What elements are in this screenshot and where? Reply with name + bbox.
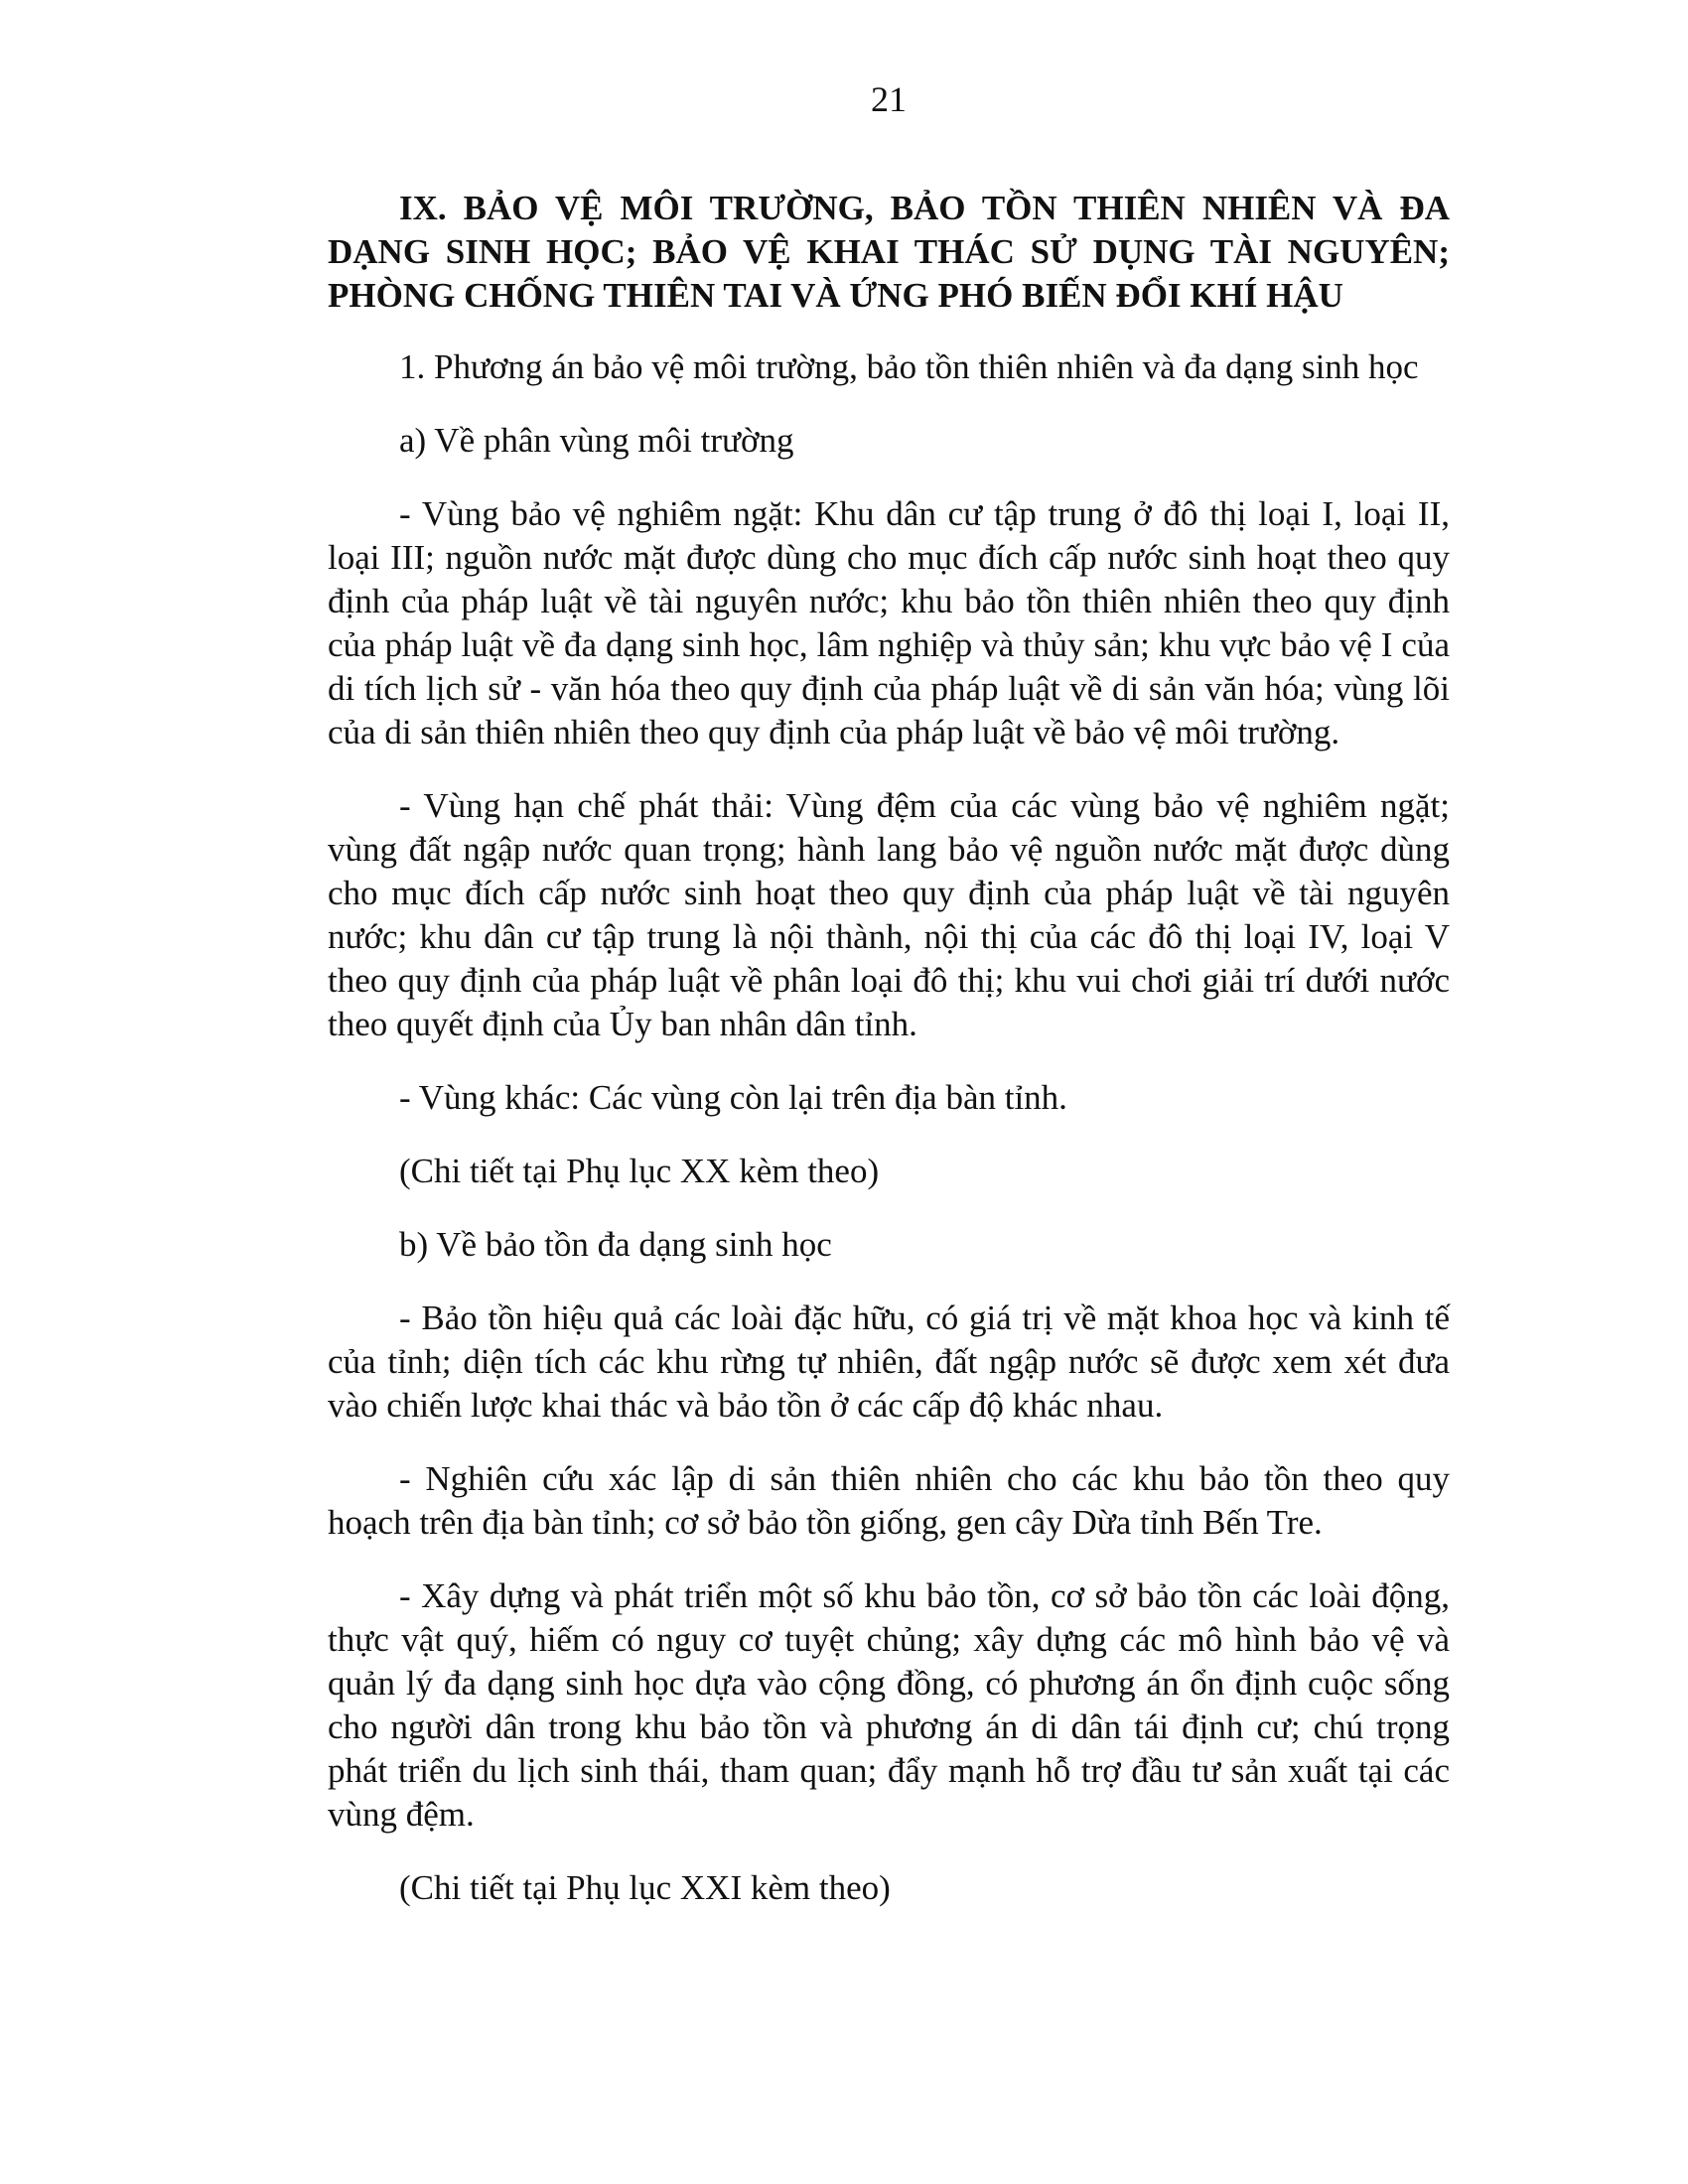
paragraph-other-zone: - Vùng khác: Các vùng còn lại trên địa bàn tỉnh. — [399, 1078, 1067, 1117]
appendix-reference-xxi: (Chi tiết tại Phụ lục XXI kèm theo) — [399, 1868, 891, 1907]
subheading-a: a) Về phân vùng môi trường — [399, 421, 794, 460]
page-number: 21 — [871, 79, 907, 119]
paragraph-emission-limit-zone: - Vùng hạn chế phát thải: Vùng đệm của các vùng bảo vệ nghiêm ngặt; vùng đất ngập nước quan trọng; hành lang bảo vệ nguồn nước mặt được dùng cho mục đích cấp nước sinh hoạt theo quy định của pháp luật về tài nguyên nước; khu dân cư tập trung là nội thành, nội thị của các đô thị loại IV, loại V theo quy định của pháp luật về phân loại đô thị; khu vui chơi giải trí dưới nước theo quyết định của Ủy ban nhân dân tỉnh. — [328, 786, 1450, 1043]
paragraph-conservation-areas: - Xây dựng và phát triển một số khu bảo tồn, cơ sở bảo tồn các loài động, thực vật quý, hiếm có nguy cơ tuyệt chủng; xây dựng các mô hình bảo vệ và quản lý đa dạng sinh học dựa vào cộng đồng, có phương án ổn định cuộc sống cho người dân trong khu bảo tồn và phương án di dân tái định cư; chú trọng phát triển du lịch sinh thái, tham quan; đẩy mạnh hỗ trợ đầu tư sản xuất tại các vùng đệm. — [328, 1576, 1450, 1834]
paragraph-strict-protection-zone: - Vùng bảo vệ nghiêm ngặt: Khu dân cư tập trung ở đô thị loại I, loại II, loại III; nguồn nước mặt được dùng cho mục đích cấp nước sinh hoạt theo quy định của pháp luật về tài nguyên nước; khu bảo tồn thiên nhiên theo quy định của pháp luật về đa dạng sinh học, lâm nghiệp và thủy sản; khu vực bảo vệ I của di tích lịch sử - văn hóa theo quy định của pháp luật về di sản văn hóa; vùng lõi của di sản thiên nhiên theo quy định của pháp luật về bảo vệ môi trường. — [328, 494, 1450, 751]
subsection-title-1: 1. Phương án bảo vệ môi trường, bảo tồn thiên nhiên và đa dạng sinh học — [399, 347, 1419, 386]
subheading-b: b) Về bảo tồn đa dạng sinh học — [399, 1225, 832, 1264]
paragraph-natural-heritage: - Nghiên cứu xác lập di sản thiên nhiên cho các khu bảo tồn theo quy hoạch trên địa bàn tỉnh; cơ sở bảo tồn giống, gen cây Dừa tỉnh Bến Tre. — [328, 1459, 1450, 1542]
page-content — [328, 187, 1450, 1940]
appendix-reference-xx: (Chi tiết tại Phụ lục XX kèm theo) — [399, 1152, 880, 1190]
paragraph-endemic-species: - Bảo tồn hiệu quả các loài đặc hữu, có giá trị về mặt khoa học và kinh tế của tỉnh; diện tích các khu rừng tự nhiên, đất ngập nước sẽ được xem xét đưa vào chiến lược khai thác và bảo tồn ở các cấp độ khác nhau. — [328, 1298, 1450, 1425]
section-heading: IX. BẢO VỆ MÔI TRƯỜNG, BẢO TỒN THIÊN NHIÊN VÀ ĐA DẠNG SINH HỌC; BẢO VỆ KHAI THÁC SỬ DỤNG TÀI NGUYÊN; PHÒNG CHỐNG THIÊN TAI VÀ ỨNG PHÓ BIẾN ĐỔI KHÍ HẬU — [328, 189, 1450, 315]
